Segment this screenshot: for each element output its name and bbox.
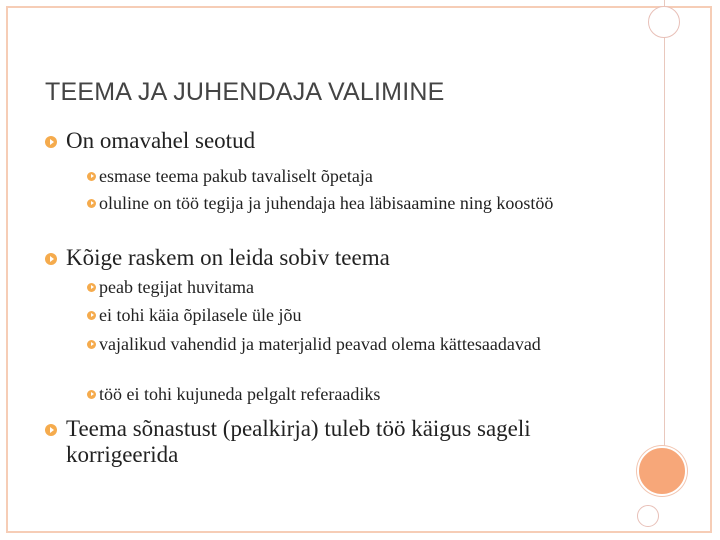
sub-bullet-text: töö ei tohi kujuneda pelgalt referaadiks [99,384,381,404]
bullet-icon [87,390,96,399]
bullet-icon [45,136,57,148]
bullet-text: On omavahel seotud [66,128,256,153]
sub-bullet-text: oluline on töö tegija ja juhendaja hea läbisaamine ning koostöö [99,193,554,213]
sub-bullet-point [87,305,607,326]
bullet-text: Teema sõnastust (pealkirja) tuleb töö käigus sageli korrigeerida [66,416,531,467]
decorative-circle-bottom [637,505,659,527]
sub-bullet-text: peab tegijat huvitama [99,277,254,297]
bullet-icon [45,253,57,265]
bullet-text: Kõige raskem on leida sobiv teema [66,245,390,270]
sub-bullet-text: ei tohi käia õpilasele üle jõu [99,305,302,325]
bullet-point [45,128,605,154]
sub-bullet-point [87,166,607,187]
slide-title: TEEMA JA JUHENDAJA VALIMINE [45,78,445,106]
sub-bullet-point [87,384,607,405]
bullet-point [45,416,585,468]
sub-bullet-point [87,334,567,355]
sub-bullet-text: vajalikud vahendid ja materjalid peavad olema kättesaadavad [99,334,541,354]
bullet-icon [87,311,96,320]
bullet-point [45,245,605,271]
bullet-icon [87,199,96,208]
bullet-icon [87,172,96,181]
decorative-circle-accent [637,446,687,496]
decorative-circle-top [648,6,680,38]
decorative-line [664,0,665,452]
bullet-icon [45,424,57,436]
sub-bullet-text: esmase teema pakub tavaliselt õpetaja [99,166,373,186]
sub-bullet-point [87,277,607,298]
sub-bullet-point [87,193,587,214]
bullet-icon [87,283,96,292]
bullet-icon [87,340,96,349]
